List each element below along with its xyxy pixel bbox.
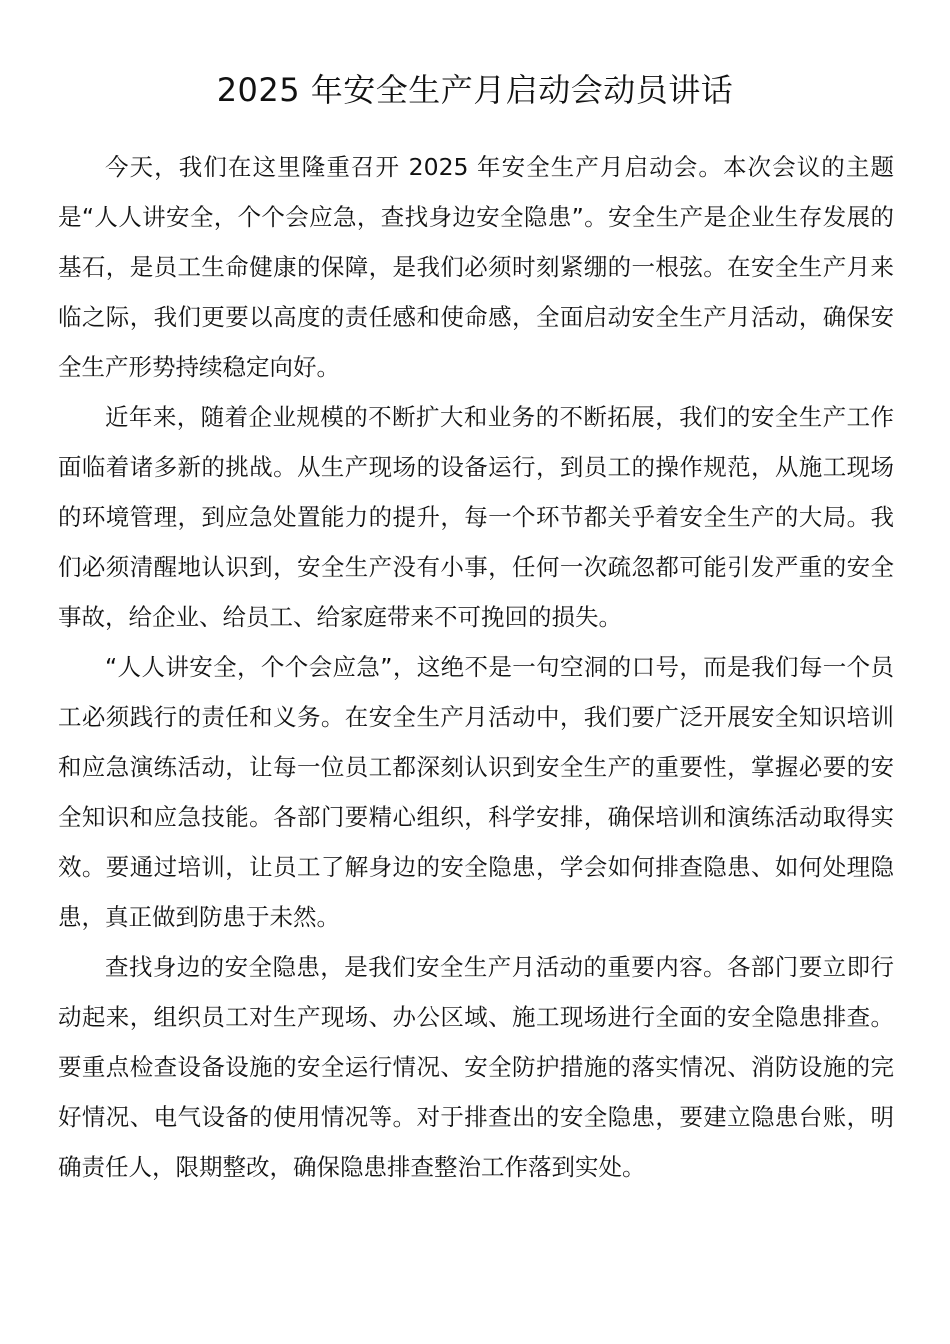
- paragraph: 今天，我们在这里隆重召开 2025 年安全生产月启动会。本次会议的主题是“人人讲安全，个个会应急，查找身边安全隐患”。安全生产是企业生存发展的基石，是员工生命健康的保障，是我们必须时刻紧绷的一根弦。在安全生产月来临之际，我们更要以高度的责任感和使命感，全面启动安全生产月活动，确保安全生产形势持续稳定向好。: [58, 153, 894, 381]
- document-body: [58, 142, 894, 1192]
- paragraph: “人人讲安全，个个会应急”，这绝不是一句空洞的口号，而是我们每一个员工必须践行的责任和义务。在安全生产月活动中，我们要广泛开展安全知识培训和应急演练活动，让每一位员工都深刻认识到安全生产的重要性，掌握必要的安全知识和应急技能。各部门要精心组织，科学安排，确保培训和演练活动取得实效。要通过培训，让员工了解身边的安全隐患，学会如何排查隐患、如何处理隐患，真正做到防患于未然。: [58, 653, 894, 931]
- document-title: 2025 年安全生产月启动会动员讲话: [216, 71, 734, 109]
- paragraph: 查找身边的安全隐患，是我们安全生产月活动的重要内容。各部门要立即行动起来，组织员工对生产现场、办公区域、施工现场进行全面的安全隐患排查。要重点检查设备设施的安全运行情况、安全防护措施的落实情况、消防设施的完好情况、电气设备的使用情况等。对于排查出的安全隐患，要建立隐患台账，明确责任人，限期整改，确保隐患排查整治工作落到实处。: [58, 953, 894, 1181]
- paragraph: 近年来，随着企业规模的不断扩大和业务的不断拓展，我们的安全生产工作面临着诸多新的挑战。从生产现场的设备运行，到员工的操作规范，从施工现场的环境管理，到应急处置能力的提升，每一个环节都关乎着安全生产的大局。我们必须清醒地认识到，安全生产没有小事，任何一次疏忽都可能引发严重的安全事故，给企业、给员工、给家庭带来不可挽回的损失。: [58, 403, 894, 631]
